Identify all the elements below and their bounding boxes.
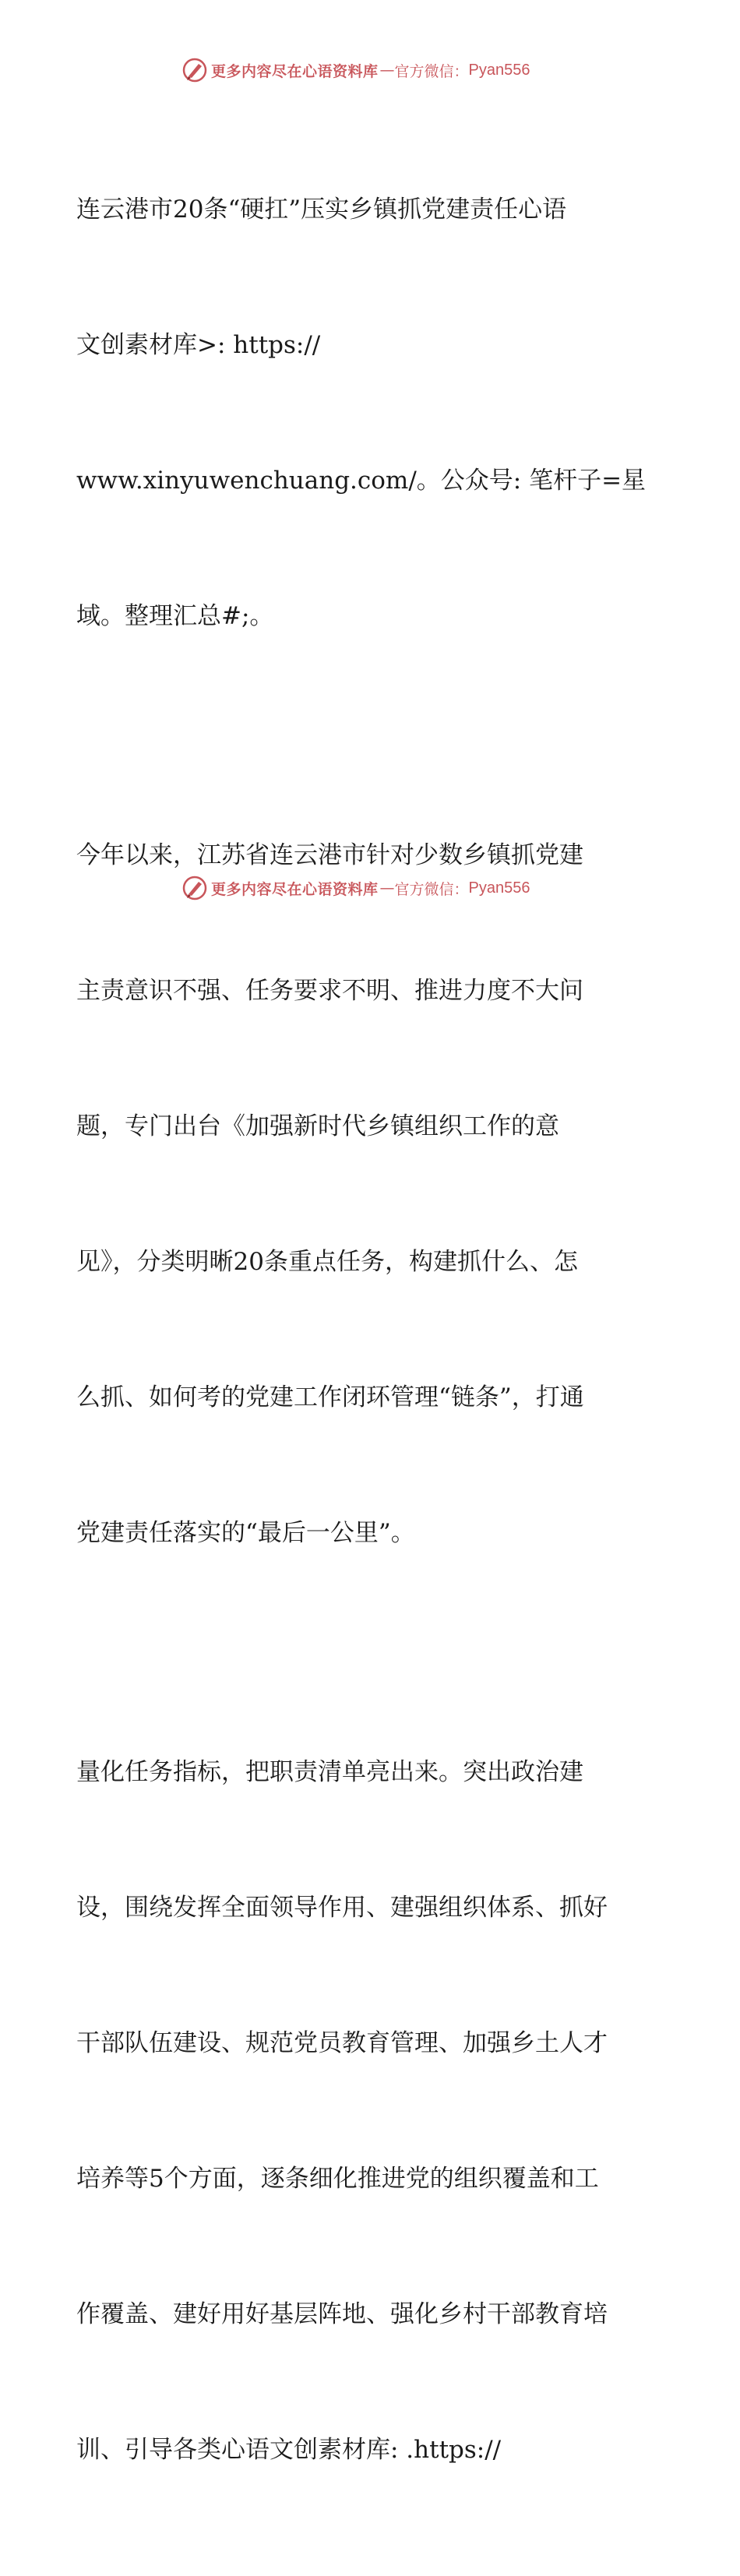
paragraph-title (76, 97, 667, 729)
text-line: 干部队伍建设、规范党员教育管理、加强乡土人才 (76, 2029, 608, 2057)
banner-wechat-id: Pyan556 (468, 61, 530, 79)
text-line: 主责意识不强、任务要求不明、推进力度不大问 (76, 977, 583, 1005)
banner-separator: — (379, 879, 395, 897)
text-line: 域。整理汇总#;。 (76, 602, 274, 630)
paragraph-tasks (76, 1659, 667, 2563)
text-line: 党建责任落实的“最后一公里”。 (76, 1519, 415, 1547)
text-line: 题，专门出台《加强新时代乡镇组织工作的意 (76, 1112, 559, 1140)
text-line: 文创素材库>: https:// (76, 331, 321, 359)
document-body (76, 97, 667, 2576)
banner-wechat-id: Pyan556 (468, 879, 530, 897)
text-line: 培养等5个方面，逐条细化推进党的组织覆盖和工 (76, 2165, 599, 2193)
text-line: www.xinyuwenchuang.com/。公众号: 笔杆子=星 (76, 467, 647, 495)
text-line: 量化任务指标，把职责清单亮出来。突出政治建 (76, 1758, 583, 1786)
pen-logo-icon (181, 875, 208, 901)
banner-label: 官方微信： (394, 62, 469, 80)
text-line: 设，围绕发挥全面领导作用、建强组织体系、抓好 (76, 1894, 608, 1922)
footer-banner (181, 874, 530, 902)
banner-separator: — (379, 62, 395, 79)
banner-label: 官方微信： (394, 880, 469, 898)
text-line: 么抓、如何考的党建工作闭环管理“链条”，打通 (76, 1383, 584, 1411)
text-line: 作覆盖、建好用好基层阵地、强化乡村干部教育培 (76, 2300, 608, 2328)
text-line: 训、引导各类心语文创素材库: .https:// (76, 2436, 502, 2464)
banner-text: 更多内容尽在心语资料库 (211, 62, 379, 80)
text-line: 见》，分类明晰20条重点任务，构建抓什么、怎 (76, 1248, 578, 1276)
banner-text: 更多内容尽在心语资料库 (211, 880, 379, 898)
pen-logo-icon (181, 57, 208, 83)
text-line: 连云港市20条“硬扛”压实乡镇抓党建责任心语 (76, 196, 567, 224)
header-banner (181, 56, 530, 84)
text-line: 今年以来，江苏省连云港市针对少数乡镇抓党建 (76, 841, 583, 869)
